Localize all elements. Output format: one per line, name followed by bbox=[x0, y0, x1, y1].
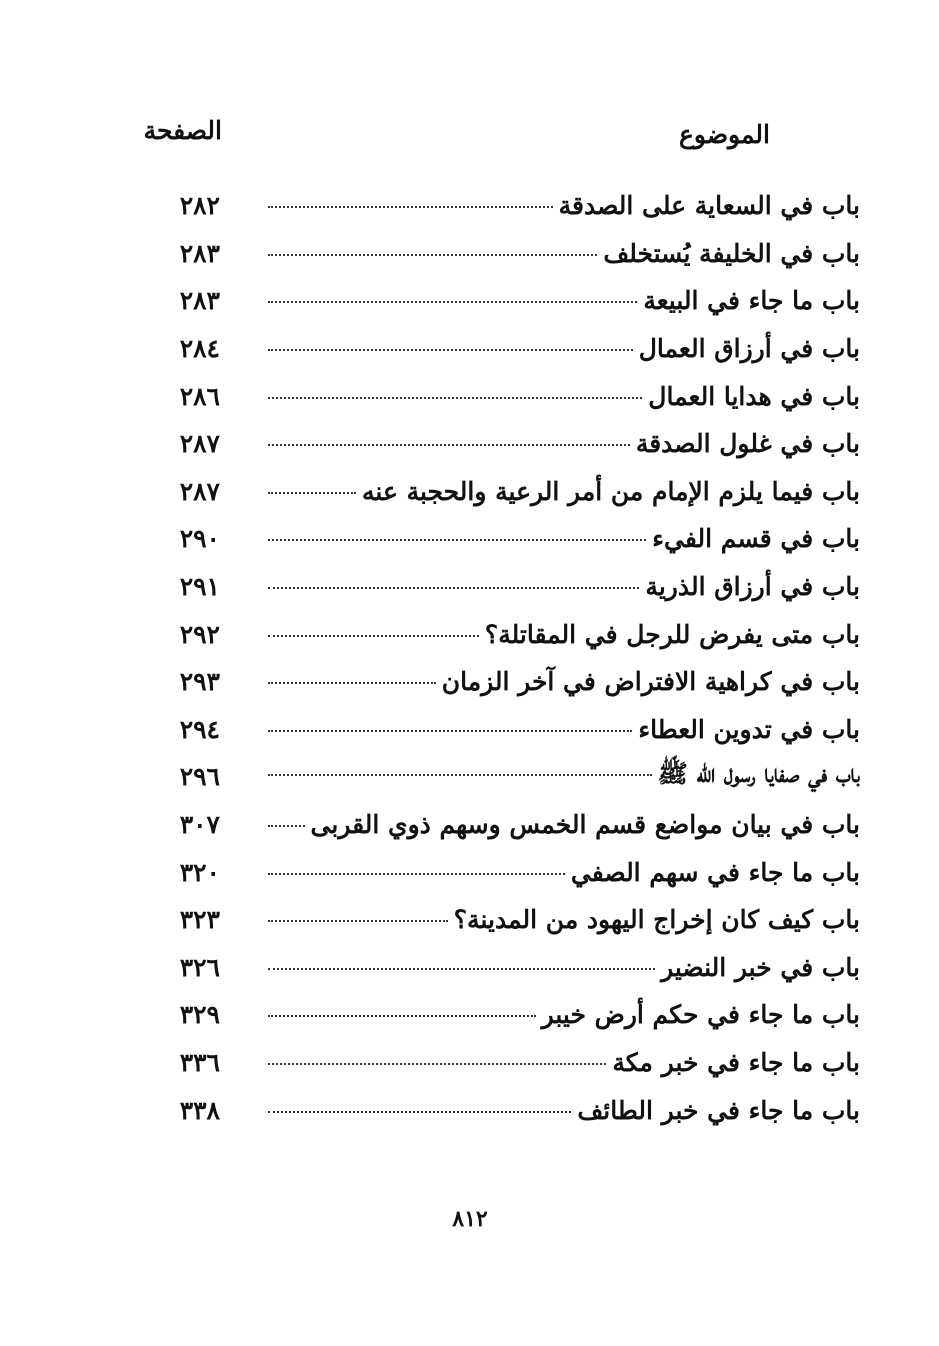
toc-entry-page-number: ٢٩٦ bbox=[179, 762, 220, 792]
toc-entry-title: باب ما جاء في خبر مكة bbox=[612, 1047, 860, 1077]
toc-entry bbox=[140, 753, 860, 801]
toc-entry-title: باب في بيان مواضع قسم الخمس وسهم ذوي القربى bbox=[310, 810, 860, 840]
toc-entry bbox=[140, 658, 860, 706]
toc-entry bbox=[140, 896, 860, 944]
toc-entry-line bbox=[268, 953, 860, 982]
toc-entry-line bbox=[268, 905, 860, 934]
toc-entry bbox=[140, 372, 860, 420]
toc-entry-line bbox=[268, 620, 860, 649]
toc-entry-title: باب في تدوين العطاء bbox=[638, 714, 860, 744]
toc-entry-title: باب في أرزاق العمال bbox=[638, 334, 860, 364]
toc-entry-page-number: ٢٨٣ bbox=[179, 238, 220, 268]
toc-entry-line bbox=[268, 429, 860, 458]
dot-leader bbox=[268, 443, 630, 446]
toc-entry-page-number: ٢٩٠ bbox=[179, 524, 220, 554]
toc-entry-line bbox=[268, 1048, 860, 1077]
toc-entry-line bbox=[268, 286, 860, 315]
toc-entry-page-number: ٢٩١ bbox=[179, 572, 220, 602]
toc-entry-title: باب في هدايا العمال bbox=[648, 381, 860, 411]
toc-entry bbox=[140, 182, 860, 230]
toc-entry-line bbox=[268, 524, 860, 553]
toc-entry-page-number: ٣٢٦ bbox=[179, 952, 220, 982]
topic-column-header: الموضوع bbox=[679, 120, 770, 149]
toc-entry-title: باب في قسم الفيء bbox=[652, 524, 860, 554]
dot-leader bbox=[268, 1014, 536, 1017]
toc-entry bbox=[140, 325, 860, 373]
toc-entry bbox=[140, 706, 860, 754]
toc-entry-line bbox=[268, 758, 860, 795]
toc-entry bbox=[140, 420, 860, 468]
toc-entry bbox=[140, 1039, 860, 1087]
toc-entry-line bbox=[268, 858, 860, 887]
dot-leader bbox=[268, 1110, 571, 1113]
toc-entry-title: باب في صفايا رسول الله ﷺ bbox=[656, 758, 860, 795]
dot-leader bbox=[268, 773, 652, 776]
dot-leader bbox=[268, 681, 436, 684]
toc-entry-page-number: ٢٨٤ bbox=[179, 334, 220, 364]
toc-entry-page-number: ٣٢٠ bbox=[179, 857, 220, 887]
toc-entry-title: باب فيما يلزم الإمام من أمر الرعية والحجبة عنه bbox=[362, 476, 860, 506]
toc-entry-title: باب ما جاء في خبر الطائف bbox=[577, 1095, 860, 1125]
toc-entry bbox=[140, 563, 860, 611]
toc-entry bbox=[140, 468, 860, 516]
toc-entry bbox=[140, 515, 860, 563]
toc-entry-title: باب في غلول الصدقة bbox=[635, 429, 860, 459]
page-number: ٨١٢ bbox=[452, 1206, 488, 1232]
dot-leader bbox=[268, 967, 655, 970]
dot-leader bbox=[268, 205, 553, 208]
toc-entry-title: باب ما جاء في حكم أرض خيبر bbox=[541, 1000, 860, 1030]
dot-leader bbox=[268, 729, 632, 732]
toc-entry-title: باب في أرزاق الذرية bbox=[645, 572, 860, 602]
toc-entry-page-number: ٢٨٢ bbox=[179, 191, 220, 221]
dot-leader bbox=[268, 491, 356, 494]
toc-entry-page-number: ٢٨٣ bbox=[179, 286, 220, 316]
toc-entry-title: باب في الخليفة يُستخلف bbox=[603, 238, 860, 268]
toc-entry-page-number: ٢٨٧ bbox=[179, 429, 220, 459]
dot-leader bbox=[268, 634, 479, 637]
dot-leader bbox=[268, 253, 597, 256]
dot-leader bbox=[268, 300, 637, 303]
toc-entry-line bbox=[268, 1096, 860, 1125]
dot-leader bbox=[268, 348, 633, 351]
dot-leader bbox=[268, 586, 639, 589]
toc-entry-line bbox=[268, 1000, 860, 1029]
toc-entry-title: باب في خبر النضير bbox=[661, 952, 860, 982]
toc-entry-line bbox=[268, 715, 860, 744]
toc-entry-page-number: ٣٣٦ bbox=[179, 1047, 220, 1077]
toc-entry bbox=[140, 944, 860, 992]
toc-entry-page-number: ٣٢٣ bbox=[179, 905, 220, 935]
toc-entry-line bbox=[268, 572, 860, 601]
toc-entry bbox=[140, 801, 860, 849]
toc-entry-title: باب كيف كان إخراج اليهود من المدينة؟ bbox=[453, 905, 860, 935]
toc-entry-line bbox=[268, 334, 860, 363]
dot-leader bbox=[268, 538, 646, 541]
toc-entry-page-number: ٢٩٤ bbox=[179, 714, 220, 744]
toc-entry bbox=[140, 991, 860, 1039]
toc-entry bbox=[140, 1086, 860, 1134]
dot-leader bbox=[268, 919, 448, 922]
toc-entry-title: باب متى يفرض للرجل في المقاتلة؟ bbox=[484, 619, 860, 649]
toc-entry-line bbox=[268, 477, 860, 506]
toc-entry-page-number: ٢٩٣ bbox=[179, 667, 220, 697]
toc-entry-line bbox=[268, 239, 860, 268]
toc-entry-page-number: ٢٩٢ bbox=[179, 619, 220, 649]
toc-entry-line bbox=[268, 382, 860, 411]
toc-entry-page-number: ٢٨٦ bbox=[179, 381, 220, 411]
toc-entry-page-number: ٣٠٧ bbox=[179, 810, 220, 840]
toc-entry-page-number: ٣٢٩ bbox=[179, 1000, 220, 1030]
dot-leader bbox=[268, 396, 642, 399]
toc-entry bbox=[140, 848, 860, 896]
table-of-contents bbox=[140, 182, 860, 1134]
dot-leader bbox=[268, 872, 565, 875]
toc-entry bbox=[140, 277, 860, 325]
toc-entry-line bbox=[268, 667, 860, 696]
toc-entry-line bbox=[268, 810, 860, 839]
toc-entry-line bbox=[268, 191, 860, 220]
toc-entry bbox=[140, 610, 860, 658]
dot-leader bbox=[268, 824, 305, 827]
toc-entry-title: باب في كراهية الافتراض في آخر الزمان bbox=[441, 667, 860, 697]
toc-entry-title: باب ما جاء في البيعة bbox=[643, 286, 860, 316]
toc-entry-title: باب في السعاية على الصدقة bbox=[558, 191, 860, 221]
toc-entry-page-number: ٣٣٨ bbox=[179, 1095, 220, 1125]
toc-entry-title: باب ما جاء في سهم الصفي bbox=[570, 857, 860, 887]
toc-entry-page-number: ٢٨٧ bbox=[179, 476, 220, 506]
toc-entry bbox=[140, 230, 860, 278]
dot-leader bbox=[268, 1062, 606, 1065]
page-column-header: الصفحة bbox=[143, 116, 222, 145]
